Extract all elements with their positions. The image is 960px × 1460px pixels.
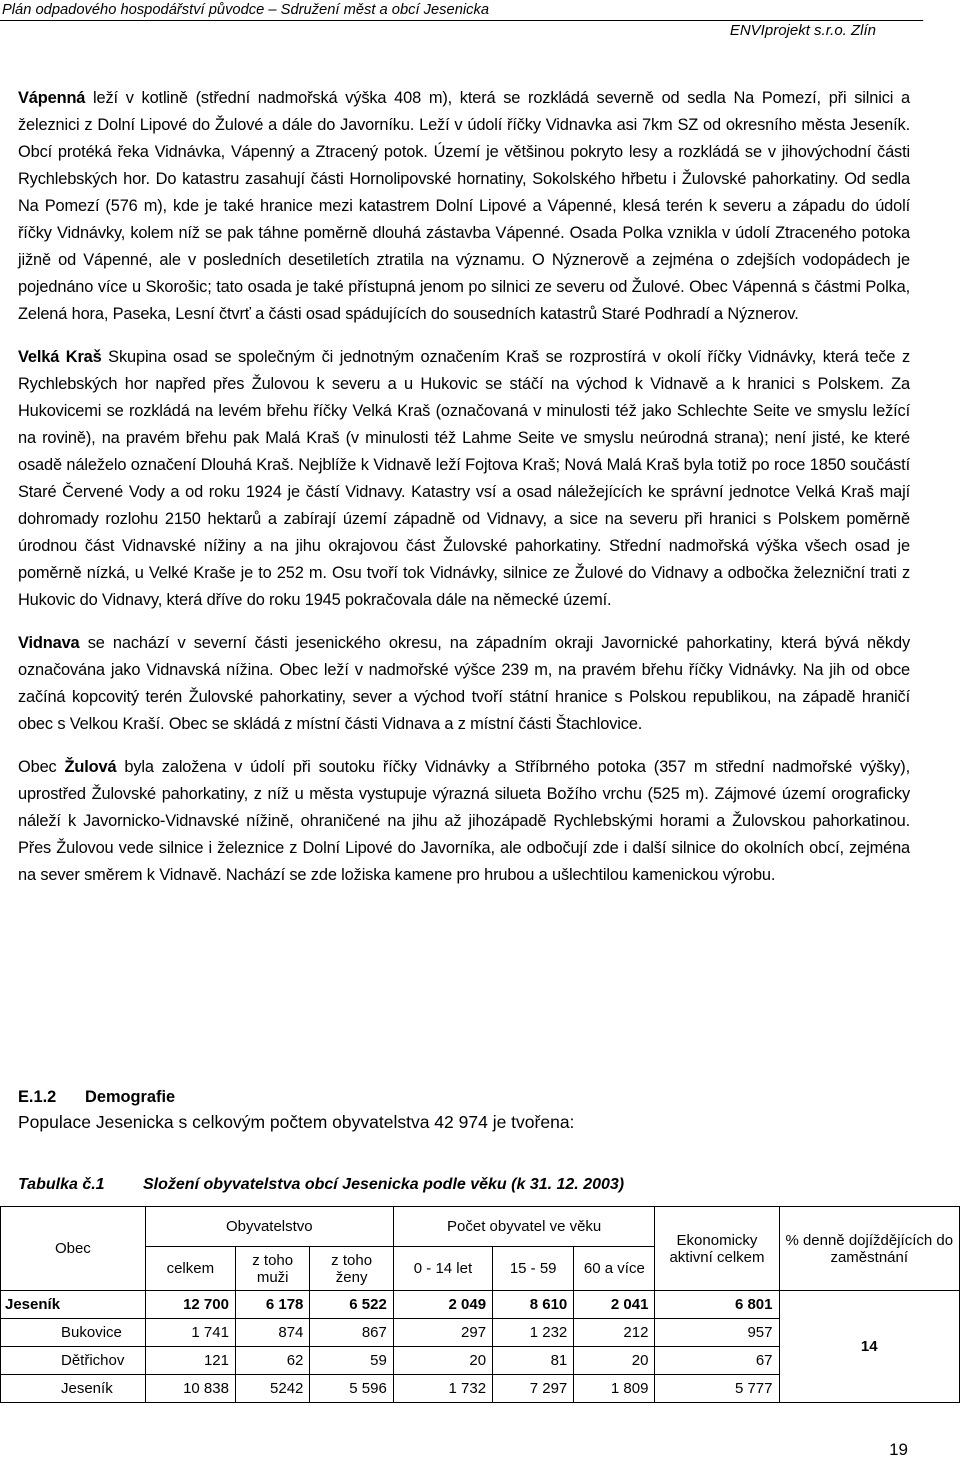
- page-number: 19: [889, 1440, 908, 1459]
- header-age-15-59: 15 - 59: [493, 1247, 574, 1291]
- cell-obec: Bukovice: [1, 1319, 146, 1347]
- table-caption-title: Složení obyvatelstva obcí Jesenicka podle věku (k 31. 12. 2003): [143, 1176, 625, 1193]
- header-age-0-14: 0 - 14 let: [393, 1247, 492, 1291]
- cell-age-0-14: 2 049: [393, 1291, 492, 1319]
- cell-age-60-plus: 2 041: [574, 1291, 655, 1319]
- cell-age-15-59: 8 610: [493, 1291, 574, 1319]
- cell-age-15-59: 1 232: [493, 1319, 574, 1347]
- cell-muzi: 62: [235, 1347, 309, 1375]
- cell-zeny: 59: [310, 1347, 393, 1375]
- cell-ekonomicky: 6 801: [655, 1291, 779, 1319]
- header-celkem: celkem: [145, 1247, 235, 1291]
- cell-age-15-59: 81: [493, 1347, 574, 1375]
- paragraph-bold-term: Velká Kraš: [18, 348, 102, 366]
- cell-celkem: 12 700: [145, 1291, 235, 1319]
- paragraph-vapenna: [18, 85, 910, 328]
- cell-celkem: 1 741: [145, 1319, 235, 1347]
- section-title: Demografie: [85, 1088, 176, 1106]
- section-intro: Populace Jesenicka s celkovým počtem obyvatelstva 42 974 je tvořena:: [18, 1112, 575, 1132]
- document-header-title: Plán odpadového hospodářství původce – Sdružení měst a obcí Jesenicka: [0, 0, 923, 21]
- paragraph-velka-kras: [18, 344, 910, 614]
- table-caption-label: Tabulka č.1: [18, 1176, 105, 1193]
- header-dojizdejicich: % denně dojíždějících do zaměstnání: [779, 1207, 960, 1291]
- cell-ekonomicky: 5 777: [655, 1375, 779, 1403]
- header-pocet-veku: Počet obyvatel ve věku: [393, 1207, 655, 1247]
- cell-celkem: 10 838: [145, 1375, 235, 1403]
- population-table: [0, 1206, 960, 1403]
- cell-age-0-14: 297: [393, 1319, 492, 1347]
- cell-muzi: 5242: [235, 1375, 309, 1403]
- header-zeny: z toho ženy: [310, 1247, 393, 1291]
- header-obyvatelstvo: Obyvatelstvo: [145, 1207, 393, 1247]
- header-ekonomicky-aktivni: Ekonomicky aktivní celkem: [655, 1207, 779, 1291]
- cell-ekonomicky: 67: [655, 1347, 779, 1375]
- paragraph-text: leží v kotlině (střední nadmořská výška 408 m), která se rozkládá severně od sedla Na Pomezí, při silnici a železnici z Dolní Lipové do Žulové a dále do Javorníku. Leží v údolí říčky Vidnavka asi 7km SZ od okresního města Jeseník. Obcí protéká řeka Vidnávka, Vápenný a Ztracený potok. Území je většinou pokryto lesy a rozkládá se v jihovýchodní části Rychlebských hor. Do katastru zasahují části Hornolipovské hornatiny, Sokolského hřbetu i Žulovské pahorkatiny. Od sedla Na Pomezí (576 m), kde je také hranice mezi katastrem Dolní Lipové a Vápenné, klesá terén k severu a západu do údolí říčky Vidnávky, kolem níž se pak táhne poměrně dlouhá zástavba Vápenné. Osada Polka vznikla v údolí Ztraceného potoka jižně od Vápenné, ale v posledních desetiletích ztratila na významu. O Nýznerově a zejména o zdejších vodopádech je pojednáno více u Skorošic; tato osada je také přístupná jenom po silnici ze severu od Žulové. Obec Vápenná s částmi Polka, Zelená hora, Paseka, Lesní čtvrť a části osad spádujících do sousedních katastrů Staré Podhradí a Nýznerov.: [18, 89, 910, 323]
- paragraph-vidnava: [18, 630, 910, 738]
- section-heading: [18, 1085, 175, 1109]
- cell-age-60-plus: 212: [574, 1319, 655, 1347]
- cell-obec: Dětřichov: [1, 1347, 146, 1375]
- paragraph-bold-term: Vápenná: [18, 89, 86, 107]
- header-age-60-plus: 60 a více: [574, 1247, 655, 1291]
- cell-age-60-plus: 20: [574, 1347, 655, 1375]
- paragraph-zulova: [18, 754, 910, 889]
- cell-muzi: 874: [235, 1319, 309, 1347]
- paragraph-text: Skupina osad se společným či jednotným označením Kraš se rozprostírá v okolí říčky Vidnávky, která teče z Rychlebských hor napřed přes Žulovou k severu a u Hukovic se stáčí na východ k Vidnavě a k hranici s Polskem. Za Hukovicemi se rozkládá na levém břehu říčky Velká Kraš (označovaná v minulosti též jako Schlechte Seite ve smyslu ležící na rovině), na pravém břehu pak Malá Kraš (v minulosti též Lahme Seite ve smyslu neúrodná strana); není jisté, ke které osadě náleželo označení Dlouhá Kraš. Nejblíže k Vidnavě leží Fojtova Kraš; Nová Malá Kraš byla totiž po roce 1850 součástí Staré Červené Vody a od roku 1924 je částí Vidnavy. Katastry vsí a osad náležejících ke správní jednotce Velká Kraš mají dohromady rozlohu 2150 hektarů a zabírají území západně od Vidnavy, a sice na severu při hranici s Polskem poměrně úrodnou část Vidnavské nížiny a na jihu okrajovou část Žulovské pahorkatiny. Střední nadmořská výška všech osad je poměrně nízká, u Velké Kraše je to 252 m. Osu tvoří tok Vidnávky, silnice ze Žulové do Vidnavy a odbočka železniční trati z Hukovic do Vidnavy, která dříve do roku 1945 pokračovala dále na německé území.: [18, 348, 910, 609]
- section-number: E.1.2: [18, 1088, 57, 1106]
- paragraph-bold-term: Žulová: [64, 758, 117, 776]
- cell-zeny: 867: [310, 1319, 393, 1347]
- cell-age-15-59: 7 297: [493, 1375, 574, 1403]
- cell-obec: Jeseník: [1, 1375, 146, 1403]
- cell-muzi: 6 178: [235, 1291, 309, 1319]
- cell-zeny: 5 596: [310, 1375, 393, 1403]
- header-muzi: z toho muži: [235, 1247, 309, 1291]
- paragraph-text: byla založena v údolí při soutoku říčky Vidnávky a Stříbrného potoka (357 m střední nadmořské výšky), uprostřed Žulovské pahorkatiny, z níž u města vystupuje výrazná silueta Božího vrchu (525 m). Zájmové území orograficky náleží k Javornicko-Vidnavské nížině, ohraničené na jihu až jihozápadě Rychlebskými horami a Žulovskou pahorkatinou. Přes Žulovou vede silnice i železnice z Dolní Lipové do Javorníka, ale odbočují zde i další silnice do okolních obcí, zejména na sever směrem k Vidnavě. Nachází se zde ložiska kamene pro hrubou a ušlechtilou kamenickou výrobu.: [18, 758, 910, 884]
- table-caption: [18, 1174, 624, 1196]
- cell-zeny: 6 522: [310, 1291, 393, 1319]
- cell-age-60-plus: 1 809: [574, 1375, 655, 1403]
- paragraph-text: se nachází v severní části jesenického okresu, na západním okraji Javornické pahorkatiny, která bývá někdy označována jako Vidnavská nížina. Obec leží v nadmořské výšce 239 m, na pravém břehu říčky Vidnávky. Na jih od obce začíná kopcovitý terén Žulovské pahorkatiny, sever a východ tvoří státní hranice s Polskou republikou, na západě hraničí obec s Velkou Kraší. Obec se skládá z místní části Vidnava a z místní části Štachlovice.: [18, 634, 910, 733]
- cell-age-0-14: 20: [393, 1347, 492, 1375]
- cell-age-0-14: 1 732: [393, 1375, 492, 1403]
- document-header-firm: ENVIprojekt s.r.o. Zlín: [729, 22, 876, 39]
- paragraph-prefix: Obec: [18, 758, 65, 776]
- header-obec: Obec: [1, 1207, 146, 1291]
- cell-ekonomicky: 957: [655, 1319, 779, 1347]
- body-text: [18, 85, 910, 905]
- table-row: [1, 1291, 960, 1319]
- paragraph-bold-term: Vidnava: [18, 634, 80, 652]
- cell-celkem: 121: [145, 1347, 235, 1375]
- cell-dojizdejicich: 14: [779, 1291, 960, 1403]
- cell-obec: Jeseník: [1, 1291, 146, 1319]
